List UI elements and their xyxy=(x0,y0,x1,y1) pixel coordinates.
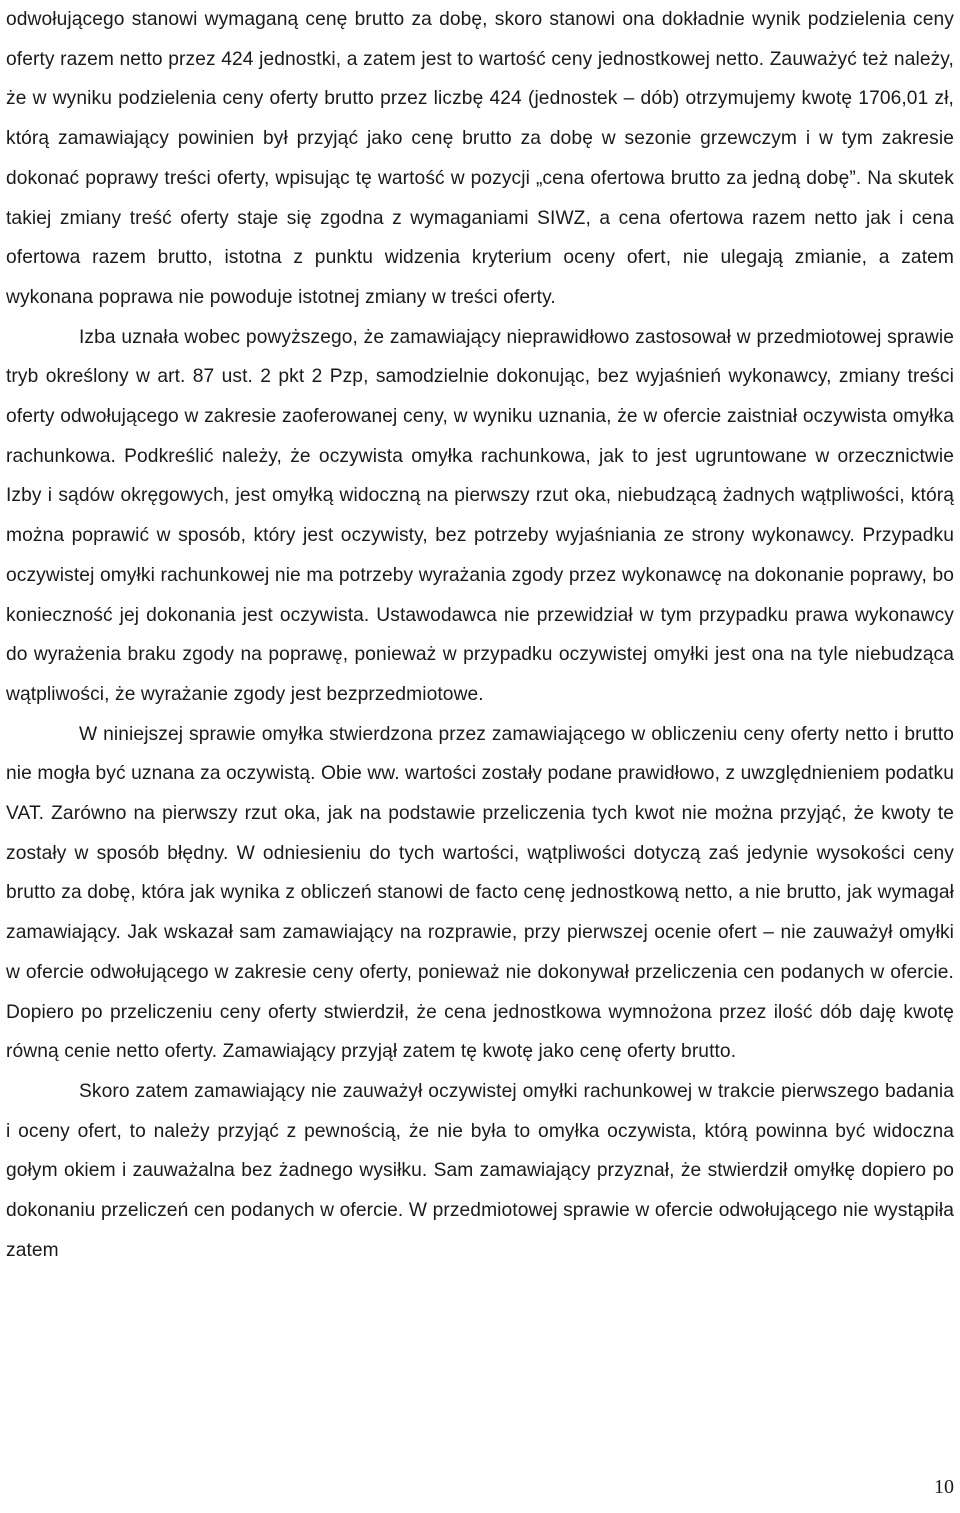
paragraph-4: Skoro zatem zamawiający nie zauważył oczywistej omyłki rachunkowej w trakcie pierwszego badania i oceny ofert, to należy przyjąć z pewnością, że nie była to omyłka oczywista, którą powinna być widoczna gołym okiem i zauważalna bez żadnego wysiłku. Sam zamawiający przyznał, że stwierdził omyłkę dopiero po dokonaniu przeliczeń cen podanych w ofercie. W przedmiotowej sprawie w ofercie odwołującego nie wystąpiła zatem xyxy=(6,1080,954,1261)
paragraph-3: W niniejszej sprawie omyłka stwierdzona przez zamawiającego w obliczeniu ceny oferty netto i brutto nie mogła być uznana za oczywistą. Obie ww. wartości zostały podane prawidłowo, z uwzględnieniem podatku VAT. Zarówno na pierwszy rzut oka, jak na podstawie przeliczenia tych kwot nie można przyjąć, że kwoty te zostały w sposób błędny. W odniesieniu do tych wartości, wątpliwości dotyczą zaś jedynie wysokości ceny brutto za dobę, która jak wynika z obliczeń stanowi de facto cenę jednostkową netto, a nie brutto, jak wymagał zamawiający. Jak wskazał sam zamawiający na rozprawie, przy pierwszej ocenie ofert – nie zauważył omyłki w ofercie odwołującego w zakresie ceny oferty, ponieważ nie dokonywał przeliczenia cen podanych w ofercie. Dopiero po przeliczeniu ceny oferty stwierdził, że cena jednostkowa wymnożona przez ilość dób daję kwotę równą cenie netto oferty. Zamawiający przyjął zatem tę kwotę jako cenę oferty brutto. xyxy=(6,723,954,1063)
page-number: 10 xyxy=(934,1476,954,1498)
document-body xyxy=(6,0,954,1271)
paragraph-2: Izba uznała wobec powyższego, że zamawiający nieprawidłowo zastosował w przedmiotowej sprawie tryb określony w art. 87 ust. 2 pkt 2 Pzp, samodzielnie dokonując, bez wyjaśnień wykonawcy, zmiany treści oferty odwołującego w zakresie zaoferowanej ceny, w wyniku uznania, że w ofercie zaistniał oczywista omyłka rachunkowa. Podkreślić należy, że oczywista omyłka rachunkowa, jak to jest ugruntowane w orzecznictwie Izby i sądów okręgowych, jest omyłką widoczną na pierwszy rzut oka, niebudzącą żadnych wątpliwości, którą można poprawić w sposób, który jest oczywisty, bez potrzeby wyjaśniania ze strony wykonawcy. Przypadku oczywistej omyłki rachunkowej nie ma potrzeby wyrażania zgody przez wykonawcę na dokonanie poprawy, bo konieczność jej dokonania jest oczywista. Ustawodawca nie przewidział w tym przypadku prawa wykonawcy do wyrażenia braku zgody na poprawę, ponieważ w przypadku oczywistej omyłki jest ona na tyle niebudząca wątpliwości, że wyrażanie zgody jest bezprzedmiotowe. xyxy=(6,326,954,705)
paragraph-1: odwołującego stanowi wymaganą cenę brutto za dobę, skoro stanowi ona dokładnie wynik podzielenia ceny oferty razem netto przez 424 jednostki, a zatem jest to wartość ceny jednostkowej netto. Zauważyć też należy, że w wyniku podzielenia ceny oferty brutto przez liczbę 424 (jednostek – dób) otrzymujemy kwotę 1706,01 zł, którą zamawiający powinien był przyjąć jako cenę brutto za dobę w sezonie grzewczym i w tym zakresie dokonać poprawy treści oferty, wpisując tę wartość w pozycji „cena ofertowa brutto za jedną dobę”. Na skutek takiej zmiany treść oferty staje się zgodna z wymaganiami SIWZ, a cena ofertowa razem netto jak i cena ofertowa razem brutto, istotna z punktu widzenia kryterium oceny ofert, nie ulegają zmianie, a zatem wykonana poprawa nie powoduje istotnej zmiany w treści oferty. xyxy=(6,9,954,308)
